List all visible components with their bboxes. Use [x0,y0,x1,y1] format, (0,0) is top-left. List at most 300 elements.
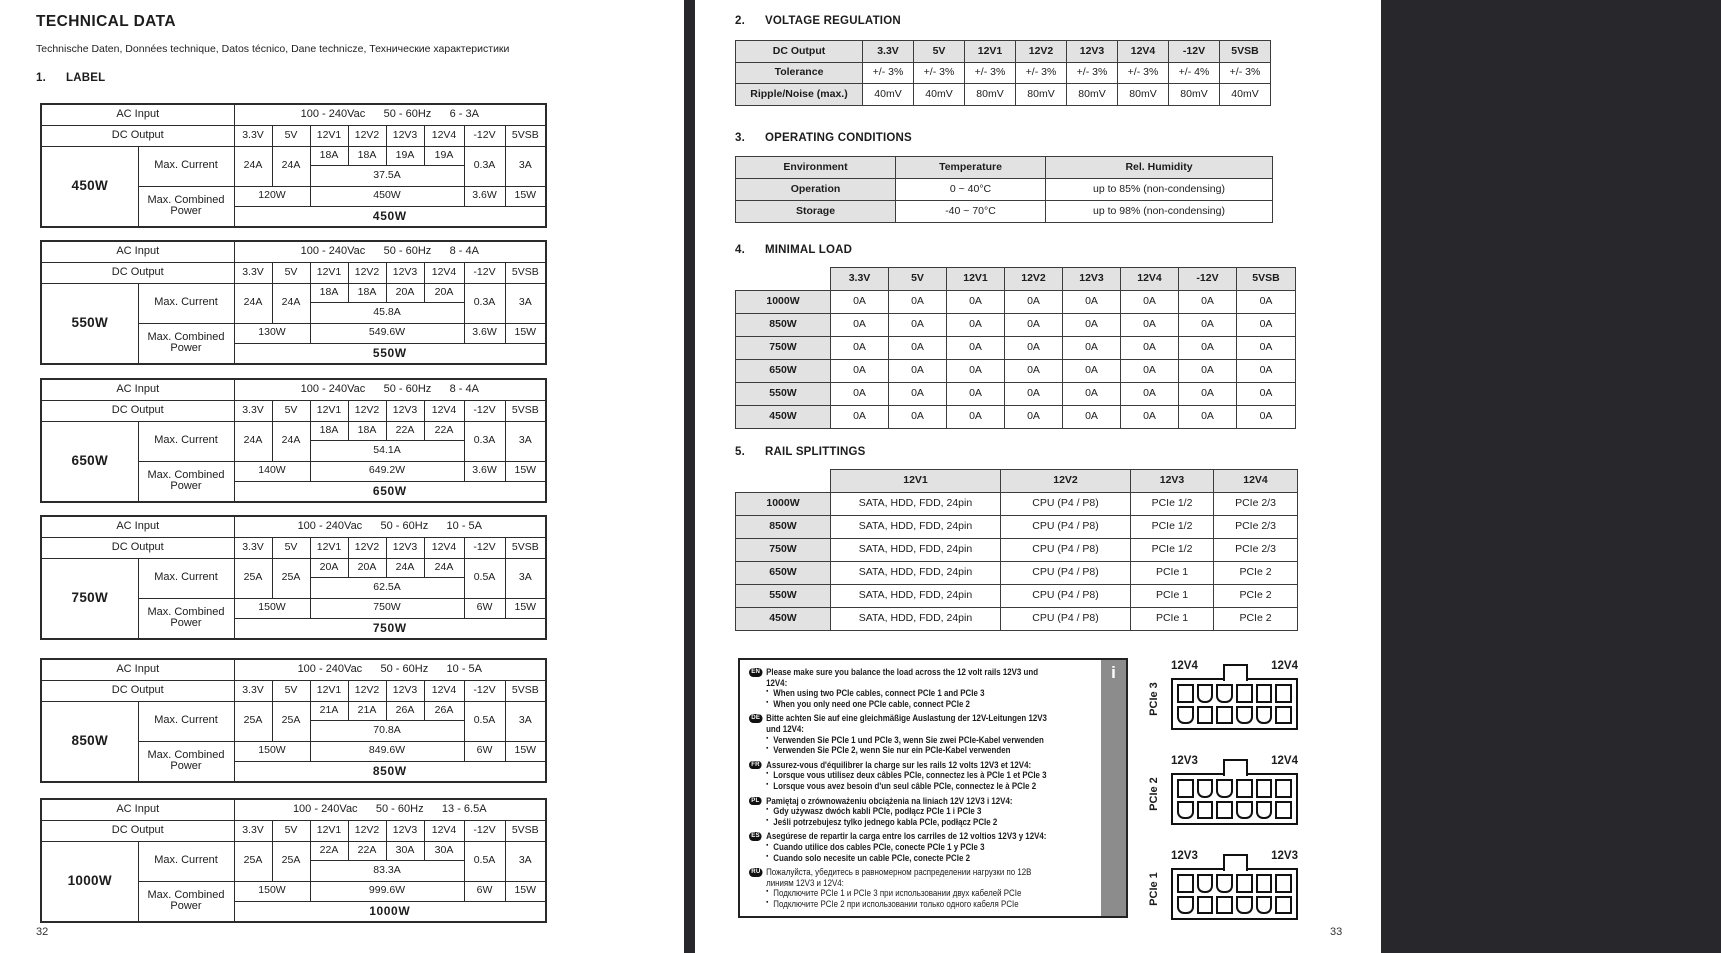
rail-header: 12V4 [1121,268,1179,291]
rail-header: 12V1 [310,820,348,841]
note-heading [749,713,1058,734]
rail-header: -12V [464,400,505,421]
value-cell: 40mV [914,84,965,106]
connector-pcie-1 [1148,850,1298,920]
rs-row [736,562,1298,585]
current-12v-combined: 70.8A [310,720,464,741]
rail-header: 5VSB [505,820,546,841]
value-cell: 80mV [1067,84,1118,106]
power-neg12v: 3.6W [464,461,505,481]
load-value: 0A [1121,337,1179,360]
load-value: 0A [1121,360,1179,383]
rail-header: 5VSB [1237,268,1296,291]
current-3v3: 25A [234,701,272,741]
row-max-current [41,558,546,577]
dc-output-header: DC Output [736,41,863,63]
row-dc-output [41,262,546,283]
load-value: 0A [831,314,889,337]
row-ac-input [41,799,546,820]
current-12v: 18A [310,421,348,440]
value-cell: 80mV [1118,84,1169,106]
row-label: Tolerance [736,62,863,84]
current-3v3: 24A [234,146,272,186]
splitting-value: CPU (P4 / P8) [1001,608,1131,631]
bullet-icon: ▪ [766,841,769,849]
rail-header: 12V1 [310,400,348,421]
model-label: 850W [736,516,831,539]
label-tables-container [40,0,545,930]
splitting-value: PCIe 2 [1214,585,1298,608]
row-max-current [41,841,546,860]
connector-tab [1223,854,1248,871]
ac-input-label: AC Input [41,379,234,400]
current-12v: 18A [348,146,386,165]
note-heading-text: Assurez-vous d'équilibrer la charge sur les rails 12 volts 12V3 et 12V4: [766,759,1032,770]
value-cell: +/- 4% [1169,62,1220,84]
load-value: 0A [1179,406,1237,429]
ac-input-value: 100 - 240Vac 50 - 60Hz 8 - 4A [234,379,546,400]
rs-row [736,608,1298,631]
rail-header: 12V3 [386,125,424,146]
label-table-550W [40,240,547,365]
current-5vsb: 3A [505,558,546,598]
rail-header: 5V [914,41,965,63]
row-dc-output [41,537,546,558]
label-table-750W [40,515,547,640]
rail-header: 5VSB [505,680,546,701]
rail-header: 12V1 [310,125,348,146]
load-value: 0A [1005,291,1063,314]
section-heading-minimal-load [735,244,852,256]
rail-label-left: 12V3 [1171,850,1198,862]
rail-header: 5VSB [1220,41,1271,63]
load-value: 0A [889,360,947,383]
environment-label: Operation [736,179,896,201]
connector-pin [1275,896,1292,915]
splitting-value: PCIe 2 [1214,562,1298,585]
load-value: 0A [1179,337,1237,360]
current-5v: 24A [272,146,310,186]
pin-grid [1177,684,1292,724]
page-subtitle: Technische Daten, Données technique, Datos técnico, Dane technicze, Технические характеристики [36,43,510,55]
rail-header: 5V [272,400,310,421]
note-section-de [749,713,1092,755]
splitting-value: PCIe 1/2 [1131,539,1214,562]
total-power: 650W [234,481,546,502]
temperature-value: -40 ~ 70°C [896,201,1046,223]
load-value: 0A [947,383,1005,406]
note-heading [749,667,1058,688]
rs-row [736,539,1298,562]
power-33-5: 130W [234,323,310,343]
value-cell: +/- 3% [1118,62,1169,84]
connector-pin [1256,896,1273,915]
power-5vsb: 15W [505,741,546,761]
load-value: 0A [831,383,889,406]
power-5vsb: 15W [505,323,546,343]
rail-header: 12V1 [965,41,1016,63]
connector-pin [1256,779,1273,798]
model-label: 450W [41,146,138,227]
power-33-5: 120W [234,186,310,206]
current-12v: 18A [310,283,348,302]
row-ac-input [41,659,546,680]
rail-header: 12V2 [1001,470,1131,493]
info-icon: i [1111,663,1116,682]
voltage-regulation-table [735,40,1271,106]
note-section-pl [749,796,1092,828]
vr-row [736,62,1271,84]
current-12v: 22A [310,841,348,860]
rail-header: 5VSB [505,400,546,421]
connector-pin [1216,801,1233,820]
model-label: 450W [736,406,831,429]
load-value: 0A [1005,337,1063,360]
rail-header: -12V [464,680,505,701]
corner-cell [736,470,831,493]
power-33-5: 150W [234,741,310,761]
page-number-right: 33 [1330,926,1343,938]
connector-pin [1236,684,1253,703]
max-current-label: Max. Current [138,841,234,881]
bullet-icon: ▪ [766,698,769,706]
value-cell: +/- 3% [863,62,914,84]
pin-grid [1177,779,1292,819]
splitting-value: SATA, HDD, FDD, 24pin [831,539,1001,562]
current-neg12v: 0.5A [464,701,505,741]
rail-header: 5VSB [505,125,546,146]
ml-row [736,337,1296,360]
power-neg12v: 6W [464,741,505,761]
current-12v-combined: 62.5A [310,577,464,598]
splitting-value: PCIe 2/3 [1214,516,1298,539]
rs-row [736,493,1298,516]
power-neg12v: 3.6W [464,186,505,206]
rail-header: 12V4 [424,537,464,558]
section-title: RAIL SPLITTINGS [765,446,866,458]
max-current-label: Max. Current [138,421,234,461]
current-12v: 22A [386,421,424,440]
connector-pin [1177,684,1194,703]
bullet-icon: ▪ [766,888,769,896]
load-value: 0A [1005,383,1063,406]
connector-pin [1275,801,1292,820]
connector-pin [1275,779,1292,798]
note-section-ru [749,867,1092,909]
current-12v: 20A [310,558,348,577]
connector-pin [1256,801,1273,820]
rail-header: -12V [1179,268,1237,291]
splitting-value: SATA, HDD, FDD, 24pin [831,516,1001,539]
ml-row [736,314,1296,337]
note-heading-text: Пожалуйста, убедитесь в равномерном распределении нагрузки по 12В линиям 12V3 и 12V4: [766,867,1032,888]
value-cell: 80mV [1016,84,1067,106]
note-bullet-text: Verwenden Sie PCIe 2, wenn Sie nur ein PCIe-Kabel verwenden [773,745,1011,756]
rail-header: 3.3V [234,262,272,283]
power-5vsb: 15W [505,598,546,618]
power-33-5: 150W [234,881,310,901]
lang-badge-pl: PL [749,797,762,806]
corner-cell [736,268,831,291]
connector-pin [1197,896,1214,915]
rail-header: 12V2 [348,400,386,421]
splitting-value: SATA, HDD, FDD, 24pin [831,608,1001,631]
model-label: 550W [736,585,831,608]
splitting-value: PCIe 1 [1131,562,1214,585]
temperature-value: 0 ~ 40°C [896,179,1046,201]
splitting-value: PCIe 2 [1214,608,1298,631]
connector-side-label: PCIe 3 [1148,682,1160,716]
connector-pin [1197,801,1214,820]
rail-header: -12V [1169,41,1220,63]
row-ac-input [41,104,546,125]
current-neg12v: 0.5A [464,841,505,881]
load-value: 0A [831,337,889,360]
current-12v: 19A [424,146,464,165]
current-neg12v: 0.3A [464,283,505,323]
load-value: 0A [1237,337,1296,360]
power-5vsb: 15W [505,881,546,901]
load-value: 0A [1237,360,1296,383]
value-cell: 40mV [863,84,914,106]
splitting-value: SATA, HDD, FDD, 24pin [831,585,1001,608]
rail-header: 12V4 [1118,41,1169,63]
note-bullet-text: Gdy używasz dwóch kabli PCIe, podłącz PCIe 1 i PCIe 3 [773,806,982,817]
note-bullet-text: Verwenden Sie PCIe 1 und PCIe 3, wenn Sie zwei PCIe-Kabel verwenden [773,734,1044,745]
current-5vsb: 3A [505,421,546,461]
load-value: 0A [947,406,1005,429]
connector-side-label: PCIe 2 [1148,777,1160,811]
splitting-value: CPU (P4 / P8) [1001,562,1131,585]
load-value: 0A [1179,291,1237,314]
current-12v: 30A [424,841,464,860]
note-bullet [749,781,1058,792]
current-5v: 25A [272,841,310,881]
note-bullet-text: Lorsque vous utilisez deux câbles PCIe, connectez les à PCIe 1 et PCIe 3 [773,770,1047,781]
rail-header: 5V [272,537,310,558]
load-value: 0A [1179,383,1237,406]
power-12v: 750W [310,598,464,618]
value-cell: 40mV [1220,84,1271,106]
ac-input-value: 100 - 240Vac 50 - 60Hz 10 - 5A [234,659,546,680]
note-bullet [749,688,1058,699]
power-5vsb: 15W [505,461,546,481]
bullet-icon: ▪ [766,688,769,696]
column-header: Temperature [896,157,1046,179]
splitting-value: CPU (P4 / P8) [1001,493,1131,516]
load-value: 0A [1063,383,1121,406]
connector-pin [1275,706,1292,725]
splitting-value: PCIe 1/2 [1131,516,1214,539]
current-12v: 18A [348,421,386,440]
model-label: 550W [736,383,831,406]
load-value: 0A [1237,383,1296,406]
section-number: 2. [735,15,745,27]
bullet-icon: ▪ [766,734,769,742]
section-heading-voltage-regulation [735,15,901,27]
connector-pin [1177,779,1194,798]
current-5vsb: 3A [505,283,546,323]
rail-header: 3.3V [863,41,914,63]
row-dc-output [41,125,546,146]
rail-header: 3.3V [234,680,272,701]
note-bullet [749,842,1058,853]
current-12v: 20A [386,283,424,302]
section-title: OPERATING CONDITIONS [765,132,912,144]
rail-header: -12V [464,125,505,146]
load-value: 0A [889,291,947,314]
value-cell: +/- 3% [1067,62,1118,84]
current-12v-combined: 37.5A [310,165,464,186]
rail-header: 5VSB [505,537,546,558]
section-number: 3. [735,132,745,144]
model-label: 1000W [736,291,831,314]
connector-pin [1197,684,1214,703]
splitting-value: CPU (P4 / P8) [1001,516,1131,539]
current-12v-combined: 54.1A [310,440,464,461]
note-bullet [749,853,1058,864]
load-value: 0A [889,406,947,429]
splitting-value: SATA, HDD, FDD, 24pin [831,493,1001,516]
page-title: TECHNICAL DATA [36,13,176,30]
load-value: 0A [1063,314,1121,337]
ac-input-label: AC Input [41,659,234,680]
load-value: 0A [1063,337,1121,360]
current-12v-combined: 83.3A [310,860,464,881]
page-number-left: 32 [36,926,49,938]
total-power: 1000W [234,901,546,922]
model-label: 850W [736,314,831,337]
rail-header: 3.3V [234,125,272,146]
note-bullet [749,770,1058,781]
rail-header: -12V [464,820,505,841]
value-cell: 80mV [965,84,1016,106]
load-value: 0A [1005,406,1063,429]
ac-input-value: 100 - 240Vac 50 - 60Hz 13 - 6.5A [234,799,546,820]
label-table-650W [40,378,547,503]
rail-header: 12V3 [1067,41,1118,63]
model-label: 550W [41,283,138,364]
connector-pin [1177,896,1194,915]
note-bullet [749,699,1058,710]
current-12v: 24A [386,558,424,577]
note-heading-text: Asegúrese de repartir la carga entre los carriles de 12 voltios 12V3 y 12V4: [766,831,1047,842]
power-neg12v: 6W [464,598,505,618]
rail-header: 12V4 [424,125,464,146]
row-max-current [41,421,546,440]
rs-row [736,585,1298,608]
pin-grid [1177,874,1292,914]
current-5vsb: 3A [505,701,546,741]
rail-header: 12V1 [947,268,1005,291]
lang-badge-en: EN [749,668,762,677]
note-bullet-text: Lorsque vous avez besoin d'un seul câble PCIe, connectez le à PCIe 2 [773,780,1037,791]
splitting-value: CPU (P4 / P8) [1001,585,1131,608]
environment-label: Storage [736,201,896,223]
operating-conditions-table [735,156,1273,223]
section-title: LABEL [66,72,106,84]
rail-header: 12V4 [1214,470,1298,493]
current-5v: 24A [272,283,310,323]
current-12v: 21A [310,701,348,720]
load-value: 0A [1237,314,1296,337]
ml-row [736,360,1296,383]
model-label: 750W [736,539,831,562]
connector-pin [1256,874,1273,893]
rail-header: 12V3 [386,537,424,558]
max-current-label: Max. Current [138,558,234,598]
current-neg12v: 0.3A [464,146,505,186]
current-3v3: 25A [234,558,272,598]
connector-pin [1197,874,1214,893]
rail-header: 12V1 [310,537,348,558]
note-bullet-text: When you only need one PCIe cable, connect PCIe 2 [773,698,970,709]
rail-header: 12V3 [386,400,424,421]
bullet-icon: ▪ [766,816,769,824]
load-value: 0A [1005,360,1063,383]
connector-tab [1223,759,1248,776]
power-5vsb: 15W [505,186,546,206]
current-12v: 22A [424,421,464,440]
rail-header: 12V2 [348,680,386,701]
current-12v: 18A [310,146,348,165]
note-bullet [749,745,1058,756]
ac-input-value: 100 - 240Vac 50 - 60Hz 8 - 4A [234,241,546,262]
note-bullet [749,817,1058,828]
rail-header: -12V [464,262,505,283]
label-table-850W [40,658,547,783]
note-bullet-text: Cuando utilice dos cables PCIe, conecte PCIe 1 y PCIe 3 [773,841,985,852]
rail-header: 3.3V [831,268,889,291]
power-12v: 999.6W [310,881,464,901]
rail-label-left: 12V4 [1171,660,1198,672]
humidity-value: up to 85% (non-condensing) [1046,179,1273,201]
connector-body [1171,678,1298,730]
ac-input-label: AC Input [41,516,234,537]
max-combined-power-label: Max. Combined Power [138,186,234,227]
section-heading-rail-splittings [735,446,866,458]
current-12v: 22A [348,841,386,860]
row-max-current [41,146,546,165]
connector-pin [1275,684,1292,703]
note-heading [749,831,1058,842]
rail-header: 12V1 [310,262,348,283]
splitting-value: PCIe 1 [1131,585,1214,608]
lang-badge-es: ES [749,832,762,841]
oc-header-row [736,157,1273,179]
power-12v: 649.2W [310,461,464,481]
rail-header: 12V1 [310,680,348,701]
load-value: 0A [1121,314,1179,337]
connector-body [1171,868,1298,920]
dc-output-label: DC Output [41,400,234,421]
power-12v: 849.6W [310,741,464,761]
note-section-fr [749,760,1092,792]
max-combined-power-label: Max. Combined Power [138,598,234,639]
splitting-value: PCIe 1 [1131,608,1214,631]
note-bullet [749,806,1058,817]
bullet-icon: ▪ [766,780,769,788]
rail-header: 12V3 [1063,268,1121,291]
power-12v: 549.6W [310,323,464,343]
load-value: 0A [1005,314,1063,337]
max-combined-power-label: Max. Combined Power [138,461,234,502]
value-cell: +/- 3% [1016,62,1067,84]
row-dc-output [41,820,546,841]
rail-header: 12V4 [424,680,464,701]
rail-header: 12V2 [348,262,386,283]
current-12v: 30A [386,841,424,860]
